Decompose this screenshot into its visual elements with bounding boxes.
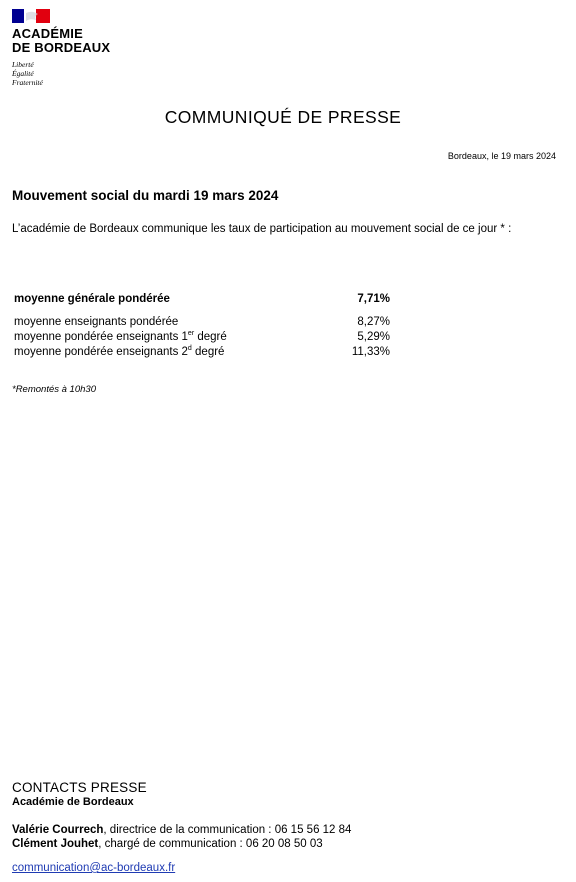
contact-name: Clément Jouhet xyxy=(12,838,99,850)
logo-academie: ACADÉMIE xyxy=(12,26,83,41)
contact-email-link[interactable]: communication@ac-bordeaux.fr xyxy=(12,862,176,874)
rate-teachers-value: 8,27% xyxy=(357,316,390,328)
rate-second-degree-sup: d xyxy=(187,345,192,352)
contact-valerie-courrech xyxy=(12,824,351,836)
contact-role: , directrice de la communication : 06 15 56 12 84 xyxy=(103,824,352,836)
rate-first-degree-label xyxy=(14,331,227,343)
intro-paragraph: L’académie de Bordeaux communique les taux de participation au mouvement social de ce jour * : xyxy=(12,223,512,235)
rate-first-degree-value: 5,29% xyxy=(357,331,390,343)
contact-role: , chargé de communication : 06 20 08 50 03 xyxy=(98,838,323,850)
rate-first-degree-suffix: degré xyxy=(194,331,227,343)
press-release-subject: Mouvement social du mardi 19 mars 2024 xyxy=(12,188,279,203)
marianne-flag-logo xyxy=(12,9,50,23)
contacts-title: CONTACTS PRESSE xyxy=(12,780,147,795)
footnote: *Remontés à 10h30 xyxy=(12,384,96,395)
contacts-organization: Académie de Bordeaux xyxy=(12,796,134,808)
page-title: COMMUNIQUÉ DE PRESSE xyxy=(164,107,402,127)
motto-fraternite: Fraternité xyxy=(12,78,43,87)
contact-clement-jouhet xyxy=(12,838,323,850)
rate-general-label: moyenne générale pondérée xyxy=(14,293,170,305)
motto-egalite: Égalité xyxy=(12,69,34,78)
rate-second-degree-value: 11,33% xyxy=(351,346,390,358)
rate-second-degree-suffix: degré xyxy=(191,346,225,358)
rate-first-degree-text: moyenne pondérée enseignants 1 xyxy=(14,331,188,343)
rate-general-value: 7,71% xyxy=(357,293,390,305)
rate-teachers-label: moyenne enseignants pondérée xyxy=(14,316,179,328)
dateline: Bordeaux, le 19 mars 2024 xyxy=(447,151,556,161)
rate-second-degree-text: moyenne pondérée enseignants 2 xyxy=(14,346,188,358)
logo-de-bordeaux: DE BORDEAUX xyxy=(12,40,111,55)
contact-name: Valérie Courrech xyxy=(12,824,104,836)
rate-second-degree-label xyxy=(14,346,224,358)
rate-first-degree-sup: er xyxy=(187,330,195,337)
motto-liberte: Liberté xyxy=(12,60,34,69)
